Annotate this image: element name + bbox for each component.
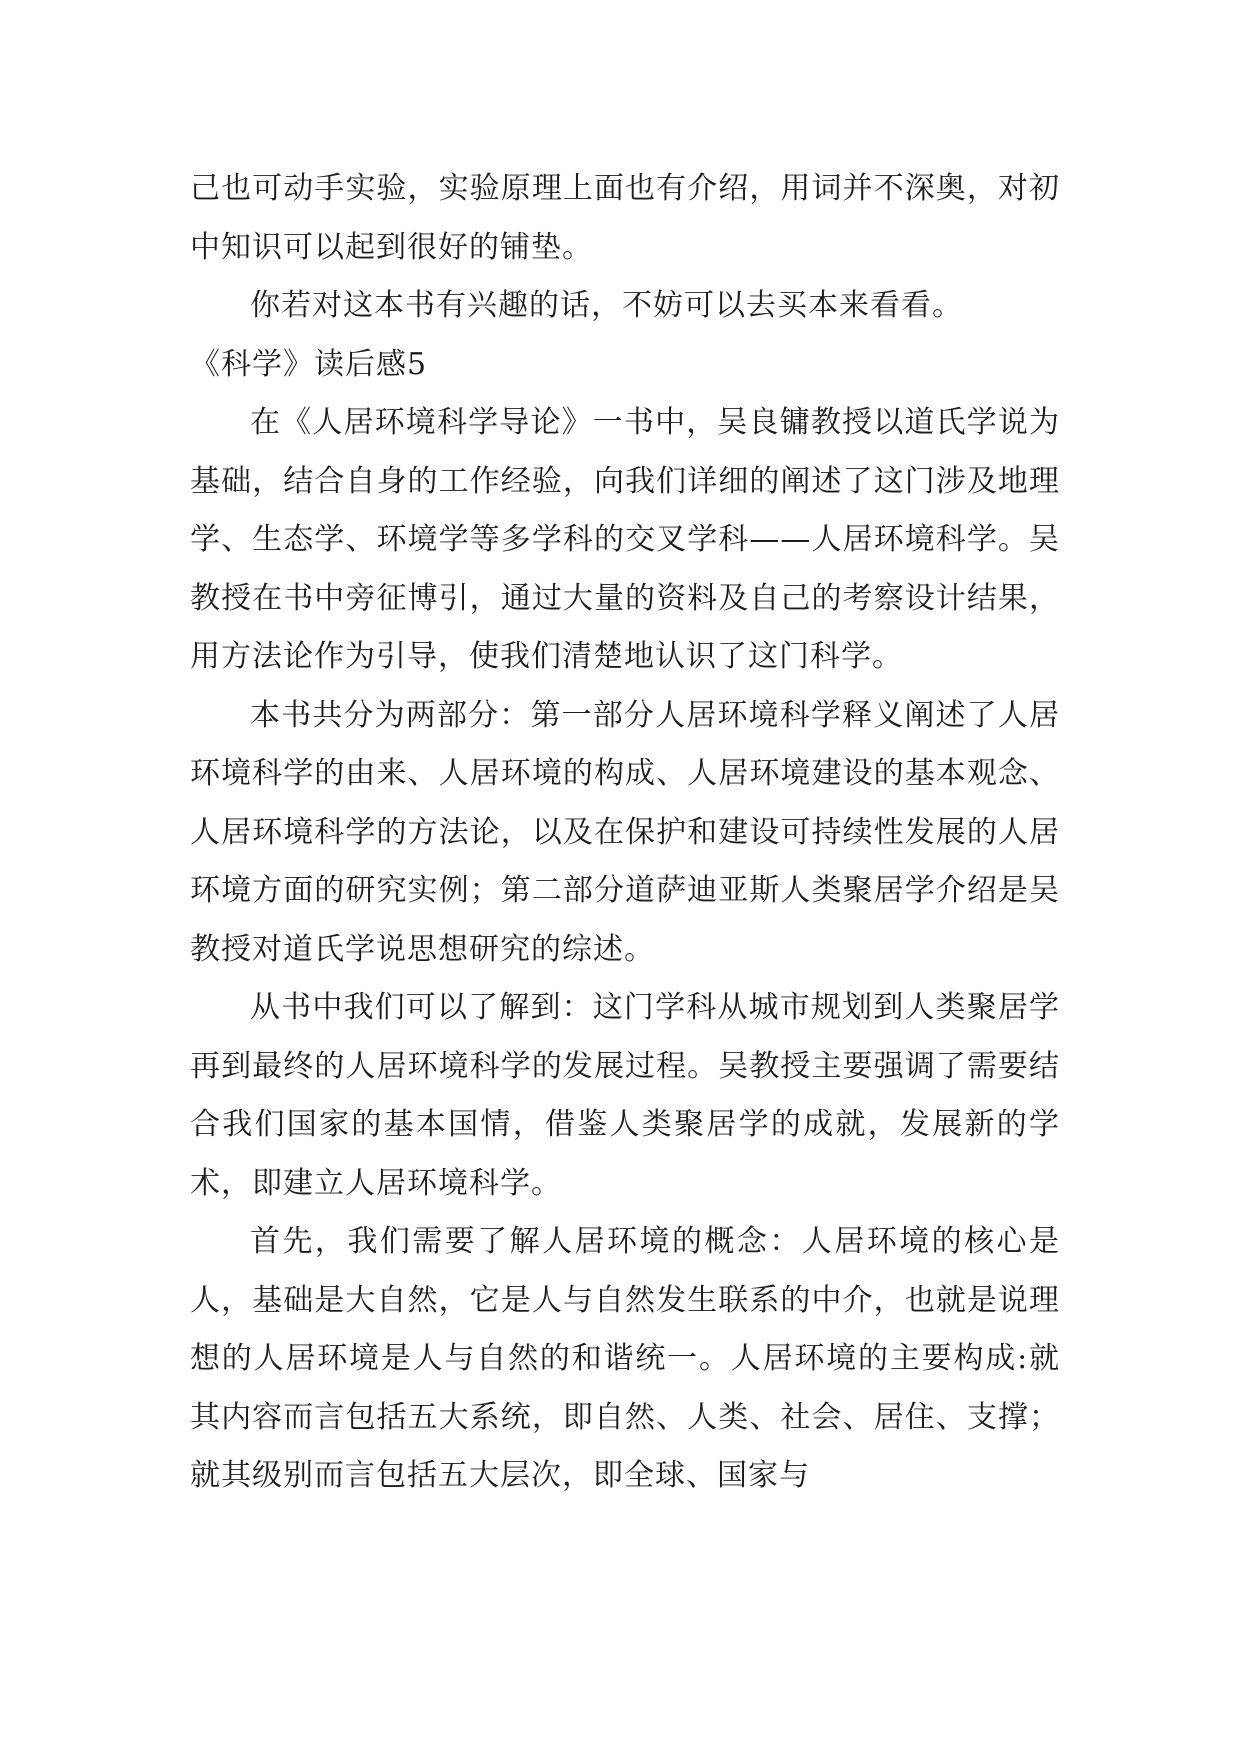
paragraph: 首先，我们需要了解人居环境的概念：人居环境的核心是人，基础是大自然，它是人与自然发生联系的中介，也就是说理想的人居环境是人与自然的和谐统一。人居环境的主要构成:就其内容而言包括五大系统，即自然、人类、社会、居住、支撑；就其级别而言包括五大层次，即全球、国家与: [190, 1224, 1060, 1493]
paragraph: 从书中我们可以了解到：这门学科从城市规划到人类聚居学再到最终的人居环境科学的发展过程。吴教授主要强调了需要结合我们国家的基本国情，借鉴人类聚居学的成就，发展新的学术，即建立人居环境科学。: [190, 990, 1060, 1201]
paragraph: 你若对这本书有兴趣的话，不妨可以去买本来看看。: [250, 288, 963, 323]
paragraph: 本书共分为两部分：第一部分人居环境科学释义阐述了人居环境科学的由来、人居环境的构成、人居环境建设的基本观念、人居环境科学的方法论，以及在保护和建设可持续性发展的人居环境方面的研究实例；第二部分道萨迪亚斯人类聚居学介绍是吴教授对道氏学说思想研究的综述。: [190, 697, 1060, 967]
paragraph-continued: 己也可动手实验，实验原理上面也有介绍，用词并不深奥，对初中知识可以起到很好的铺垫。: [190, 171, 1060, 265]
section-heading: 《科学》读后感5: [190, 346, 428, 382]
paragraph: 在《人居环境科学导论》一书中，吴良镛教授以道氏学说为基础，结合自身的工作经验，向我们详细的阐述了这门涉及地理学、生态学、环境学等多学科的交叉学科——人居环境科学。吴教授在书中旁征博引，通过大量的资料及自己的考察设计结果，用方法论作为引导，使我们清楚地认识了这门科学。: [190, 405, 1060, 674]
document-body: [190, 160, 1060, 1506]
